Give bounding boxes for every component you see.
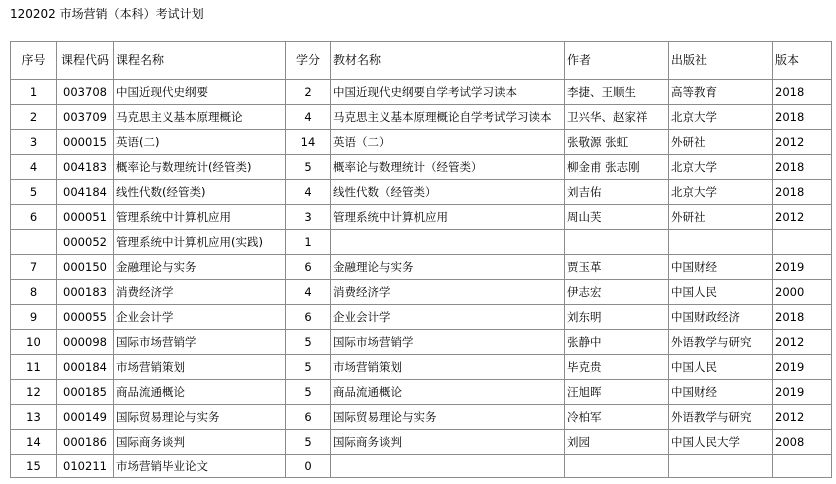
cell-no: 4 bbox=[11, 155, 57, 180]
cell-textbook: 市场营销策划 bbox=[331, 355, 565, 380]
cell-credit: 4 bbox=[286, 280, 331, 305]
cell-edition: 2012 bbox=[773, 130, 832, 155]
cell-author: 刘园 bbox=[565, 430, 669, 455]
cell-no: 9 bbox=[11, 305, 57, 330]
cell-edition: 2018 bbox=[773, 180, 832, 205]
cell-publisher: 外语教学与研究 bbox=[669, 330, 773, 355]
cell-no: 10 bbox=[11, 330, 57, 355]
header-no: 序号 bbox=[11, 42, 57, 80]
cell-no: 14 bbox=[11, 430, 57, 455]
cell-edition: 2012 bbox=[773, 205, 832, 230]
table-row bbox=[11, 230, 832, 255]
cell-course: 市场营销策划 bbox=[114, 355, 286, 380]
cell-code: 000186 bbox=[57, 430, 114, 455]
table-row bbox=[11, 380, 832, 405]
cell-textbook: 管理系统中计算机应用 bbox=[331, 205, 565, 230]
table-row bbox=[11, 280, 832, 305]
cell-no: 6 bbox=[11, 205, 57, 230]
cell-publisher: 外研社 bbox=[669, 130, 773, 155]
cell-textbook: 国际商务谈判 bbox=[331, 430, 565, 455]
cell-code: 003708 bbox=[57, 80, 114, 105]
cell-code: 000015 bbox=[57, 130, 114, 155]
cell-publisher: 北京大学 bbox=[669, 105, 773, 130]
table-row bbox=[11, 255, 832, 280]
exam-plan-table bbox=[10, 41, 832, 478]
cell-textbook: 金融理论与实务 bbox=[331, 255, 565, 280]
cell-edition: 2018 bbox=[773, 105, 832, 130]
cell-textbook: 国际贸易理论与实务 bbox=[331, 405, 565, 430]
cell-textbook: 马克思主义基本原理概论自学考试学习读本 bbox=[331, 105, 565, 130]
header-edition: 版本 bbox=[773, 42, 832, 80]
cell-credit: 6 bbox=[286, 305, 331, 330]
cell-no bbox=[11, 230, 57, 255]
cell-no: 2 bbox=[11, 105, 57, 130]
header-course: 课程名称 bbox=[114, 42, 286, 80]
cell-author: 冷柏军 bbox=[565, 405, 669, 430]
cell-no: 12 bbox=[11, 380, 57, 405]
cell-credit: 6 bbox=[286, 405, 331, 430]
cell-code: 010211 bbox=[57, 455, 114, 478]
cell-author: 汪旭晖 bbox=[565, 380, 669, 405]
cell-credit: 0 bbox=[286, 455, 331, 478]
cell-course: 马克思主义基本原理概论 bbox=[114, 105, 286, 130]
cell-publisher: 中国财政经济 bbox=[669, 305, 773, 330]
cell-course: 国际贸易理论与实务 bbox=[114, 405, 286, 430]
page-title: 120202 市场营销（本科）考试计划 bbox=[10, 7, 204, 21]
cell-edition: 2012 bbox=[773, 405, 832, 430]
cell-publisher: 高等教育 bbox=[669, 80, 773, 105]
table-row bbox=[11, 405, 832, 430]
cell-course: 中国近现代史纲要 bbox=[114, 80, 286, 105]
cell-course: 市场营销毕业论文 bbox=[114, 455, 286, 478]
cell-textbook: 线性代数（经管类） bbox=[331, 180, 565, 205]
cell-code: 000052 bbox=[57, 230, 114, 255]
cell-no: 5 bbox=[11, 180, 57, 205]
cell-publisher: 中国人民 bbox=[669, 355, 773, 380]
cell-author: 柳金甫 张志刚 bbox=[565, 155, 669, 180]
cell-publisher bbox=[669, 455, 773, 478]
cell-code: 000183 bbox=[57, 280, 114, 305]
cell-edition: 2019 bbox=[773, 380, 832, 405]
cell-credit: 6 bbox=[286, 255, 331, 280]
cell-textbook: 国际市场营销学 bbox=[331, 330, 565, 355]
cell-textbook: 消费经济学 bbox=[331, 280, 565, 305]
cell-credit: 5 bbox=[286, 355, 331, 380]
cell-credit: 3 bbox=[286, 205, 331, 230]
cell-course: 概率论与数理统计(经管类) bbox=[114, 155, 286, 180]
cell-code: 004184 bbox=[57, 180, 114, 205]
cell-publisher: 中国财经 bbox=[669, 380, 773, 405]
cell-code: 004183 bbox=[57, 155, 114, 180]
cell-publisher bbox=[669, 230, 773, 255]
cell-author: 张静中 bbox=[565, 330, 669, 355]
header-code: 课程代码 bbox=[57, 42, 114, 80]
table-header-row bbox=[11, 42, 832, 80]
cell-code: 000149 bbox=[57, 405, 114, 430]
cell-textbook: 企业会计学 bbox=[331, 305, 565, 330]
cell-credit: 1 bbox=[286, 230, 331, 255]
table-row bbox=[11, 155, 832, 180]
cell-textbook bbox=[331, 230, 565, 255]
header-textbook: 教材名称 bbox=[331, 42, 565, 80]
table-row bbox=[11, 330, 832, 355]
cell-credit: 4 bbox=[286, 180, 331, 205]
cell-author: 李捷、王顺生 bbox=[565, 80, 669, 105]
cell-edition: 2018 bbox=[773, 305, 832, 330]
cell-course: 管理系统中计算机应用(实践) bbox=[114, 230, 286, 255]
header-author: 作者 bbox=[565, 42, 669, 80]
cell-code: 000150 bbox=[57, 255, 114, 280]
cell-publisher: 外研社 bbox=[669, 205, 773, 230]
cell-author bbox=[565, 455, 669, 478]
cell-edition: 2000 bbox=[773, 280, 832, 305]
table-row bbox=[11, 455, 832, 478]
cell-author bbox=[565, 230, 669, 255]
cell-textbook: 英语（二） bbox=[331, 130, 565, 155]
cell-no: 7 bbox=[11, 255, 57, 280]
cell-publisher: 中国人民大学 bbox=[669, 430, 773, 455]
cell-no: 11 bbox=[11, 355, 57, 380]
cell-course: 线性代数(经管类) bbox=[114, 180, 286, 205]
cell-course: 英语(二) bbox=[114, 130, 286, 155]
cell-code: 000051 bbox=[57, 205, 114, 230]
cell-course: 国际商务谈判 bbox=[114, 430, 286, 455]
cell-author: 刘东明 bbox=[565, 305, 669, 330]
cell-textbook: 中国近现代史纲要自学考试学习读本 bbox=[331, 80, 565, 105]
cell-publisher: 外语教学与研究 bbox=[669, 405, 773, 430]
table-row bbox=[11, 305, 832, 330]
header-credit: 学分 bbox=[286, 42, 331, 80]
header-publisher: 出版社 bbox=[669, 42, 773, 80]
cell-credit: 14 bbox=[286, 130, 331, 155]
cell-edition: 2012 bbox=[773, 330, 832, 355]
cell-course: 商品流通概论 bbox=[114, 380, 286, 405]
cell-author: 贾玉革 bbox=[565, 255, 669, 280]
cell-edition: 2018 bbox=[773, 155, 832, 180]
cell-edition: 2019 bbox=[773, 255, 832, 280]
cell-author: 毕克贵 bbox=[565, 355, 669, 380]
cell-course: 企业会计学 bbox=[114, 305, 286, 330]
table-row bbox=[11, 355, 832, 380]
cell-credit: 5 bbox=[286, 380, 331, 405]
table-row bbox=[11, 205, 832, 230]
cell-author: 周山芙 bbox=[565, 205, 669, 230]
table-row bbox=[11, 80, 832, 105]
cell-edition bbox=[773, 230, 832, 255]
cell-textbook bbox=[331, 455, 565, 478]
cell-author: 卫兴华、赵家祥 bbox=[565, 105, 669, 130]
cell-course: 管理系统中计算机应用 bbox=[114, 205, 286, 230]
cell-no: 8 bbox=[11, 280, 57, 305]
cell-no: 3 bbox=[11, 130, 57, 155]
cell-edition bbox=[773, 455, 832, 478]
table-row bbox=[11, 180, 832, 205]
cell-no: 15 bbox=[11, 455, 57, 478]
cell-publisher: 北京大学 bbox=[669, 180, 773, 205]
cell-publisher: 中国人民 bbox=[669, 280, 773, 305]
cell-course: 国际市场营销学 bbox=[114, 330, 286, 355]
cell-author: 伊志宏 bbox=[565, 280, 669, 305]
cell-credit: 5 bbox=[286, 155, 331, 180]
table-row bbox=[11, 430, 832, 455]
cell-course: 金融理论与实务 bbox=[114, 255, 286, 280]
cell-no: 1 bbox=[11, 80, 57, 105]
cell-code: 000098 bbox=[57, 330, 114, 355]
cell-code: 003709 bbox=[57, 105, 114, 130]
cell-code: 000184 bbox=[57, 355, 114, 380]
cell-edition: 2019 bbox=[773, 355, 832, 380]
table-row bbox=[11, 105, 832, 130]
cell-author: 刘吉佑 bbox=[565, 180, 669, 205]
cell-credit: 2 bbox=[286, 80, 331, 105]
cell-textbook: 商品流通概论 bbox=[331, 380, 565, 405]
cell-publisher: 中国财经 bbox=[669, 255, 773, 280]
cell-no: 13 bbox=[11, 405, 57, 430]
cell-course: 消费经济学 bbox=[114, 280, 286, 305]
cell-code: 000055 bbox=[57, 305, 114, 330]
cell-credit: 4 bbox=[286, 105, 331, 130]
cell-author: 张敬源 张虹 bbox=[565, 130, 669, 155]
cell-edition: 2018 bbox=[773, 80, 832, 105]
cell-credit: 5 bbox=[286, 430, 331, 455]
cell-credit: 5 bbox=[286, 330, 331, 355]
table-row bbox=[11, 130, 832, 155]
cell-code: 000185 bbox=[57, 380, 114, 405]
cell-textbook: 概率论与数理统计（经管类） bbox=[331, 155, 565, 180]
cell-publisher: 北京大学 bbox=[669, 155, 773, 180]
cell-edition: 2008 bbox=[773, 430, 832, 455]
